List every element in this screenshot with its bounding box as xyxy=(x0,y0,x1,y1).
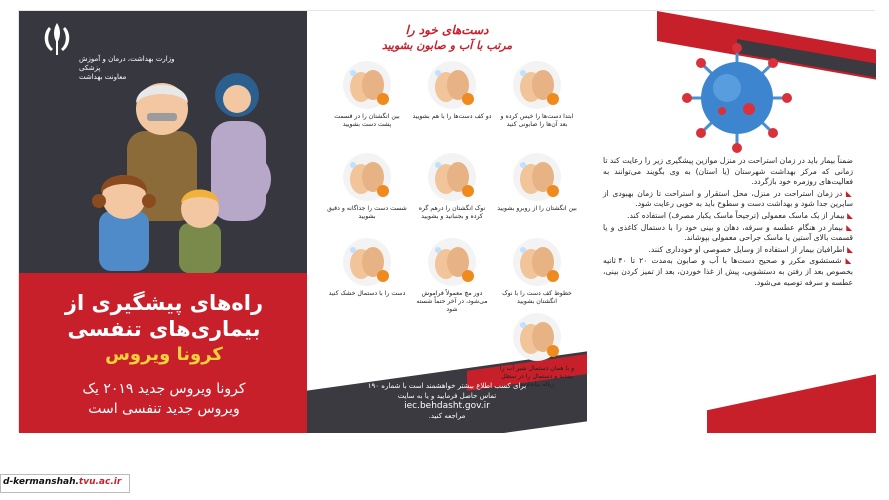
patient-guidelines xyxy=(603,156,853,289)
guideline-paragraph xyxy=(603,211,853,222)
step-caption: دور مچ معمولاً فراموش می‌شود، در آخر حتماً شسته شود xyxy=(416,290,488,313)
red-bottom-bar xyxy=(707,368,876,433)
step-caption: بین انگشتان را در قسمت پشت دست بشویید xyxy=(334,113,400,128)
brochure xyxy=(18,10,875,432)
subtitle-line-1: کرونا ویروس جدید ۲۰۱۹ یک xyxy=(82,381,246,397)
handwash-heading-2: مرتب با آب و صابون بشویید xyxy=(381,39,513,52)
hands-icon xyxy=(511,59,563,111)
emblem-icon xyxy=(31,19,83,63)
hands-icon xyxy=(341,59,393,111)
title-line-3: کرونا ویروس xyxy=(105,344,223,365)
hands-icon xyxy=(426,59,478,111)
family-illustration xyxy=(79,51,279,276)
handwash-heading-1: دست‌های خود را xyxy=(405,23,489,37)
bullet-icon: ◣ xyxy=(843,222,853,232)
hands-icon xyxy=(511,236,563,288)
paragraph-text: شستشوی مکرر و صحیح دست‌ها با آب و صابون به‌مدت ۲۰ تا ۴۰ ثانیه بخصوص بعد از رفتن به دستشویی، پیش از غذا خوردن، بعد از تمیز کردن بینی، عطسه و سرفه توصیه می‌شود. xyxy=(603,256,853,287)
contact-line-2: تماس حاصل فرمایید و یا به سایت xyxy=(397,392,497,400)
hands-icon xyxy=(511,311,563,363)
right-panel xyxy=(587,11,876,433)
paragraph-text: ضمناً بیمار باید در زمان استراحت در منزل موازین پیشگیری زیر را رعایت کند تا زمانی که مرکز بهداشت شهرستان (یا استان) به وی بگویند می‌توانند به فعالیت‌های روزمره خود بازگردد. xyxy=(603,156,853,187)
handwash-step xyxy=(327,59,407,151)
handwash-step xyxy=(497,59,577,151)
bullet-icon: ◣ xyxy=(844,244,853,254)
contact-info xyxy=(317,381,577,421)
paragraph-text: بیمار در هنگام عطسه و سرفه، دهان و بینی خود را با دستمال کاغذی و یا قسمت بالای آستین یا ماسک جراحی معمولی بپوشاند. xyxy=(603,222,853,243)
guideline-paragraph xyxy=(603,223,853,244)
guideline-paragraph xyxy=(603,256,853,288)
contact-line-1: برای کسب اطلاع بیشتر خواهشمند است با شماره ۱۹۰ xyxy=(367,382,527,390)
hands-icon xyxy=(426,151,478,203)
handwash-step xyxy=(327,151,407,243)
ministry-text: وزارت بهداشت، درمان و آموزش پزشکی معاونت بهداشت xyxy=(79,55,175,81)
hands-icon xyxy=(341,236,393,288)
paragraph-text: اطرافیان بیمار از استفاده از وسایل خصوصی او خودداری کنند. xyxy=(648,244,845,254)
handwash-step xyxy=(497,151,577,243)
step-caption: خطوط کف دست را با نوک انگشتان بشویید xyxy=(502,290,572,305)
step-caption: ابتدا دست‌ها را خیس کرده و بعد آن‌ها را صابونی کنید xyxy=(500,113,574,128)
left-panel xyxy=(19,11,307,433)
step-caption: نوک انگشتان را درهم گره کرده و بجنبانید و بشویید xyxy=(418,205,486,220)
paragraph-text: بیمار از یک ماسک معمولی (ترجیحاً ماسک یکبار مصرف) استفاده کند. xyxy=(627,210,845,220)
step-caption: و با همان دستمال شیر آب را ببندید و دستمال را در سطل زباله بیاندازید xyxy=(499,365,575,388)
subtitle-line-2: ویروس جدید تنفسی است xyxy=(88,401,240,417)
hands-icon xyxy=(511,151,563,203)
middle-panel xyxy=(307,11,587,433)
contact-line-3: مراجعه کنید. xyxy=(428,412,466,420)
contact-url[interactable]: iec.behdasht.gov.ir xyxy=(404,401,490,411)
title-line-1: راه‌های پیشگیری از xyxy=(64,291,264,315)
step-caption: دو کف دست‌ها را با هم بشویید xyxy=(412,113,492,120)
site-suffix: tvu.ac.ir xyxy=(78,477,122,487)
site-url[interactable] xyxy=(3,477,121,487)
guideline-paragraph xyxy=(603,156,853,188)
title-line-2: بیماری‌های تنفسی xyxy=(67,317,261,341)
bullet-icon: ◣ xyxy=(842,188,853,198)
step-caption: شست دست را جداگانه و دقیق بشویید xyxy=(327,205,407,220)
handwash-step xyxy=(327,236,407,328)
handwash-step xyxy=(412,59,492,151)
handwash-step xyxy=(412,151,492,243)
hands-icon xyxy=(426,236,478,288)
handwash-step xyxy=(412,236,492,328)
site-footer[interactable] xyxy=(0,474,130,493)
virus-icon xyxy=(677,43,797,153)
hands-icon xyxy=(341,151,393,203)
guideline-paragraph xyxy=(603,189,853,210)
guideline-paragraph xyxy=(603,245,853,256)
site-prefix: d-kermanshah. xyxy=(3,477,79,487)
step-caption: بین انگشتان را از روبرو بشویید xyxy=(497,205,577,212)
step-caption: دست را با دستمال خشک کنید xyxy=(328,290,406,297)
bullet-icon: ◣ xyxy=(841,256,853,266)
paragraph-text: در زمان استراحت در منزل، محل استقرار و استراحت تا زمان بهبودی از سایرین جدا شود و بهداشت دست و سطوح باید به خوبی رعایت شود. xyxy=(603,188,853,209)
bullet-icon: ◣ xyxy=(844,210,853,220)
